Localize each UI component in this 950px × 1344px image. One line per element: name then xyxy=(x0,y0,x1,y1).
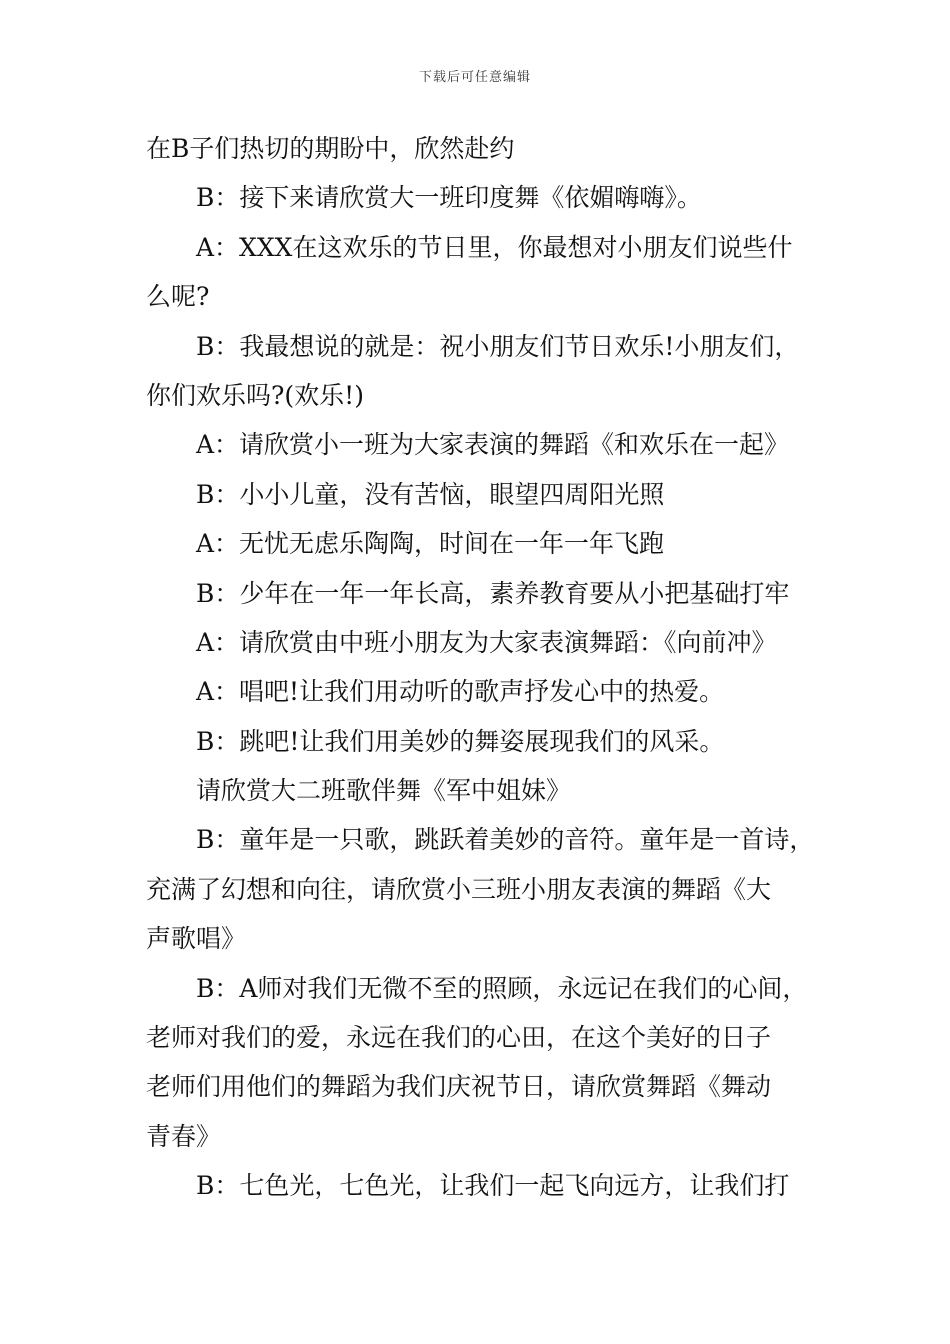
text-line: B：我最想说的就是：祝小朋友们节日欢乐!小朋友们， xyxy=(196,331,800,361)
text-line: B：童年是一只歌，跳跃着美妙的音符。童年是一首诗， xyxy=(196,825,815,855)
text-line: B：小小儿童，没有苦恼，眼望四周阳光照 xyxy=(196,479,665,509)
text-line: A：请欣赏由中班小朋友为大家表演舞蹈：《向前冲》 xyxy=(196,627,777,657)
text-line: 老师们用他们的舞蹈为我们庆祝节日，请欣赏舞蹈《舞动 xyxy=(146,1072,772,1102)
text-line: 老师对我们的爱，永远在我们的心田，在这个美好的日子 xyxy=(146,1023,772,1053)
text-line: 声歌唱》 xyxy=(146,924,247,954)
text-line: 青春》 xyxy=(146,1121,222,1151)
text-line: B：七色光，七色光，让我们一起飞向远方，让我们打 xyxy=(196,1171,790,1201)
text-line: B：跳吧!让我们用美妙的舞姿展现我们的风采。 xyxy=(196,726,725,756)
text-line: A：XXX在这欢乐的节日里，你最想对小朋友们说些什 xyxy=(196,232,793,262)
text-line: 充满了幻想和向往，请欣赏小三班小朋友表演的舞蹈《大 xyxy=(146,874,772,904)
document-body xyxy=(146,124,815,1211)
text-line: 么呢? xyxy=(146,282,210,312)
text-line: 请欣赏大二班歌伴舞《军中姐妹》 xyxy=(196,776,572,806)
text-line: B：少年在一年一年长高，素养教育要从小把基础打牢 xyxy=(196,578,790,608)
text-line: B：A师对我们无微不至的照顾，永远记在我们的心间， xyxy=(196,973,808,1003)
text-line: A：唱吧!让我们用动听的歌声抒发心中的热爱。 xyxy=(196,677,725,707)
page-header: 下载后可任意编辑 xyxy=(418,70,531,85)
text-line: 在B子们热切的期盼中，欣然赴约 xyxy=(146,134,515,163)
text-line: 你们欢乐吗?(欢乐!) xyxy=(146,380,364,410)
text-line: B：接下来请欣赏大一班印度舞《依媚嗨嗨》。 xyxy=(196,183,702,213)
text-line: A：无忧无虑乐陶陶，时间在一年一年飞跑 xyxy=(196,529,665,559)
text-line: A：请欣赏小一班为大家表演的舞蹈《和欢乐在一起》 xyxy=(196,430,790,460)
